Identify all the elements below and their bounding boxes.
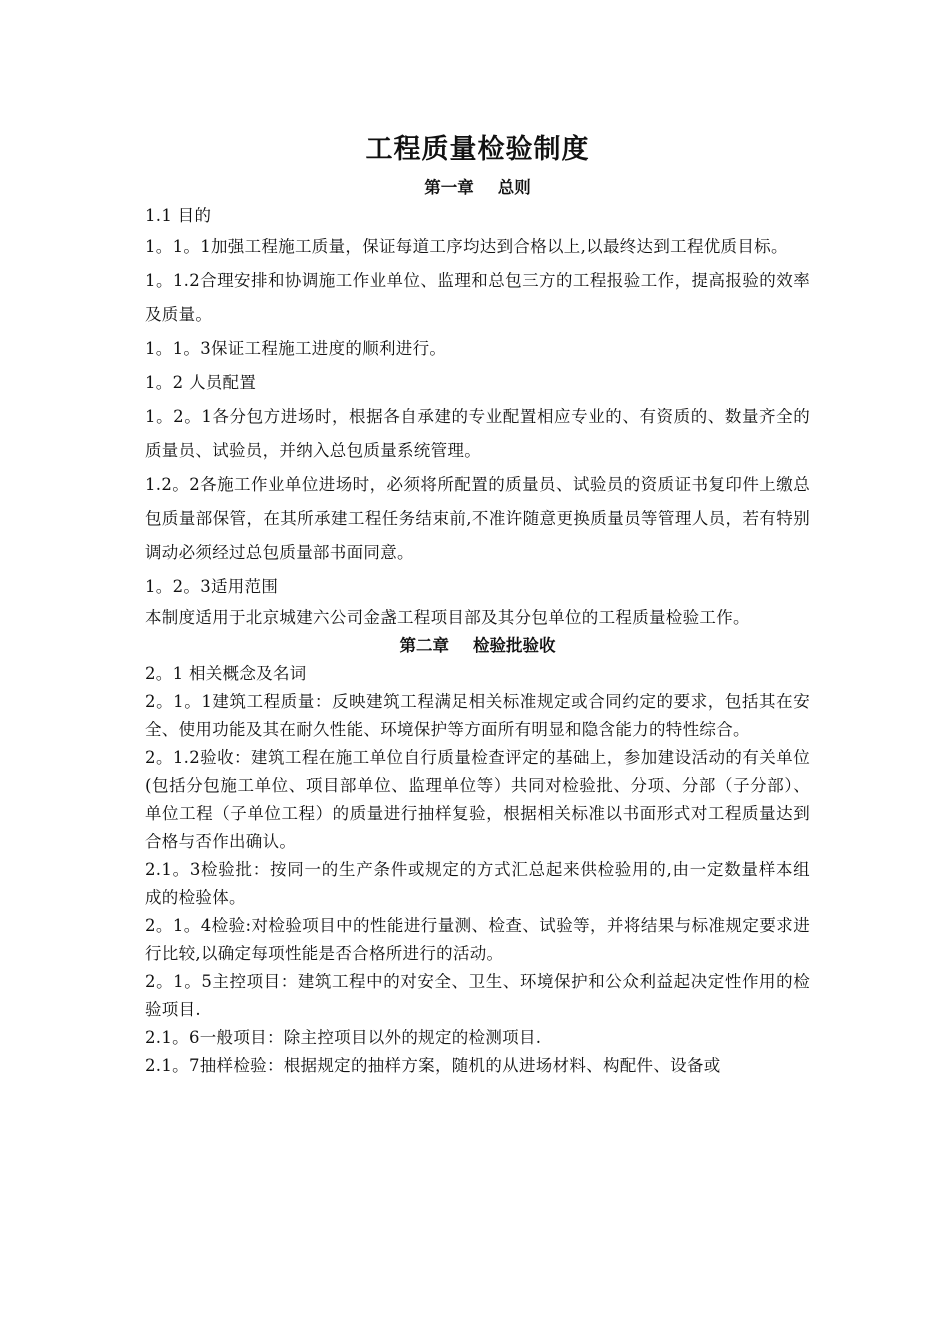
- chapter-1-heading: [145, 174, 810, 202]
- paragraph: 2。1。1建筑工程质量：反映建筑工程满足相关标准规定或合同约定的要求，包括其在安全、使用功能及其在耐久性能、环境保护等方面所有明显和隐含能力的特性综合。: [145, 692, 810, 739]
- paragraph: 本制度适用于北京城建六公司金盏工程项目部及其分包单位的工程质量检验工作。: [145, 608, 750, 627]
- paragraph: 2。1。4检验:对检验项目中的性能进行量测、检查、试验等，并将结果与标准规定要求进行比较,以确定每项性能是否合格所进行的活动。: [145, 916, 810, 963]
- paragraph: 1.1 目的: [145, 206, 212, 225]
- chapter-2-number: 第二章: [399, 636, 449, 655]
- paragraph: 1。1.2合理安排和协调施工作业单位、监理和总包三方的工程报验工作，提高报验的效率及质量。: [145, 271, 810, 324]
- chapter-2-heading: [145, 632, 810, 660]
- document-body: [145, 128, 810, 1080]
- paragraph: 1。2。1各分包方进场时，根据各自承建的专业配置相应专业的、有资质的、数量齐全的质量员、试验员，并纳入总包质量系统管理。: [145, 407, 810, 460]
- paragraph: 1。2 人员配置: [145, 373, 257, 392]
- chapter-1-number: 第一章: [424, 178, 474, 197]
- paragraph: 1。1。1加强工程施工质量，保证每道工序均达到合格以上,以最终达到工程优质目标。: [145, 237, 788, 256]
- paragraph: 1.2。2各施工作业单位进场时，必须将所配置的质量员、试验员的资质证书复印件上缴总包质量部保管，在其所承建工程任务结束前,不准许随意更换质量员等管理人员，若有特别调动必须经过总包质量部书面同意。: [145, 475, 810, 562]
- chapter-2-name: 检验批验收: [473, 636, 556, 655]
- paragraph: 2。1。5主控项目：建筑工程中的对安全、卫生、环境保护和公众利益起决定性作用的检验项目.: [145, 972, 810, 1019]
- paragraph: 2.1。7抽样检验：根据规定的抽样方案，随机的从进场材料、构配件、设备或: [145, 1056, 721, 1075]
- paragraph: 1。1。3保证工程施工进度的顺利进行。: [145, 339, 447, 358]
- document-title: 工程质量检验制度: [365, 134, 590, 165]
- paragraph: 2.1。6一般项目：除主控项目以外的规定的检测项目.: [145, 1028, 542, 1047]
- paragraph: 2。1.2验收：建筑工程在施工单位自行质量检查评定的基础上，参加建设活动的有关单位(包括分包施工单位、项目部单位、监理单位等）共同对检验批、分项、分部（子分部）、单位工程（子单位工程）的质量进行抽样复验，根据相关标准以书面形式对工程质量达到合格与否作出确认。: [145, 748, 810, 851]
- paragraph: 2。1 相关概念及名词: [145, 664, 307, 683]
- chapter-1-name: 总则: [497, 178, 531, 197]
- paragraph: 2.1。3检验批：按同一的生产条件或规定的方式汇总起来供检验用的,由一定数量样本组成的检验体。: [145, 860, 810, 907]
- paragraph: 1。2。3适用范围: [145, 577, 279, 596]
